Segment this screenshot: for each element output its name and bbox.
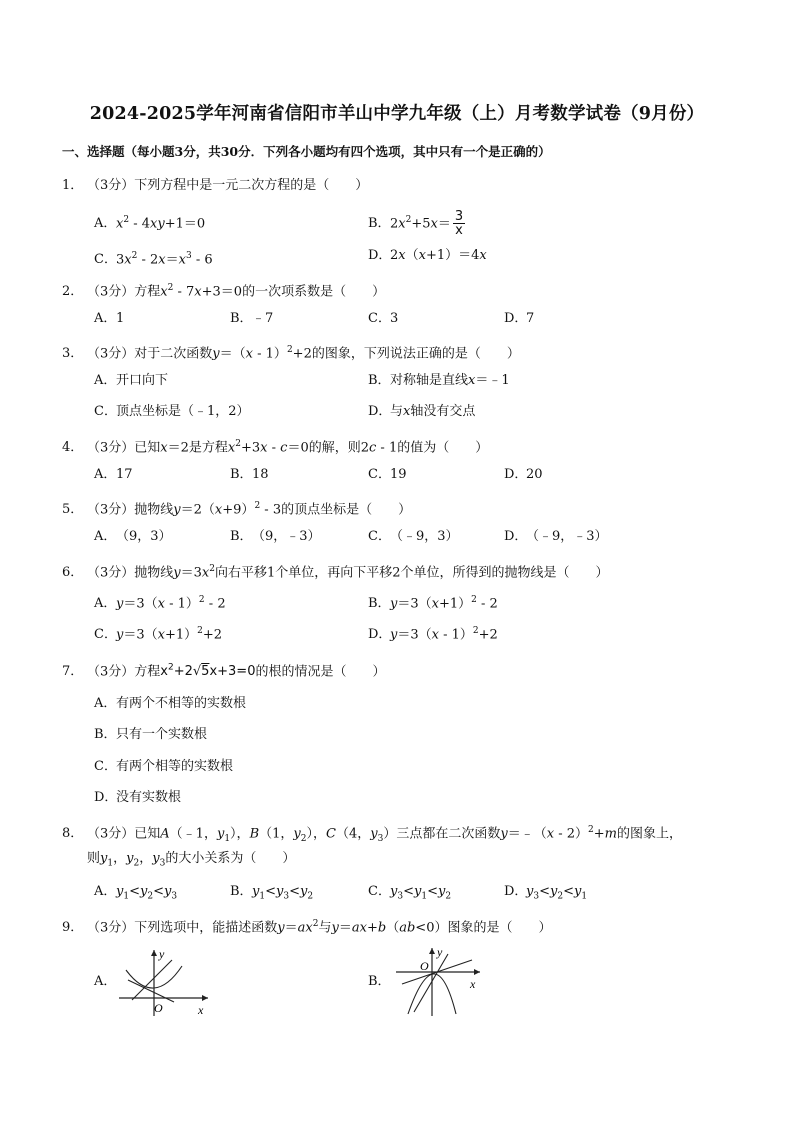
- question-9: 9． （3分）下列选项中，能描述函数$y=ax^2$与y＝ax+b（ab<0）图象的是（ ）: [62, 919, 552, 936]
- origin-label: O: [420, 959, 429, 973]
- option-7c[interactable]: C．有两个相等的实数根: [94, 759, 234, 774]
- question-1: [62, 176, 368, 196]
- page-title: 2024-2025学年河南省信阳市羊山中学九年级（上）月考数学试卷（9月份）: [89, 104, 705, 124]
- option-3c[interactable]: C．顶点坐标是（﹣1，2）: [94, 404, 250, 419]
- option-1a[interactable]: A．$x^2 - 4xy+1=0$: [94, 215, 206, 232]
- axis-label-y: y: [437, 945, 443, 959]
- option-1c[interactable]: C．$3x^2 - 2x=x^3 - 6$: [94, 251, 213, 268]
- option-5c[interactable]: C．（﹣9，3）: [368, 529, 459, 544]
- origin-label: O: [154, 1001, 163, 1015]
- question-2: 2． （3分）方程$x^2 - 7x+3=0$的一次项系数是（ ）: [62, 283, 386, 300]
- option-3d[interactable]: D．与x轴没有交点: [368, 404, 476, 419]
- question-number: 1．: [62, 178, 84, 193]
- option-4a[interactable]: A．17: [94, 467, 133, 482]
- option-3a[interactable]: A．开口向下: [94, 373, 169, 388]
- option-9a-label[interactable]: A．: [94, 974, 117, 989]
- question-7: 7． （3分）方程$x^2+2√5x+3=0$的根的情况是（ ）: [62, 663, 386, 680]
- option-8a[interactable]: A．$y_1<y_2<y_3$: [94, 884, 178, 902]
- axis-label-y: y: [159, 947, 165, 961]
- option-7b[interactable]: B．只有一个实数根: [94, 727, 208, 742]
- option-8d[interactable]: D．$y_3<y_2<y_1$: [504, 884, 588, 902]
- option-4c[interactable]: C．19: [368, 467, 407, 482]
- option-5d[interactable]: D．（﹣9，﹣3）: [504, 529, 608, 544]
- option-6d[interactable]: D．y＝3（x - 1）$^2$+2: [368, 626, 498, 643]
- option-2a[interactable]: A．1: [94, 311, 125, 326]
- question-3: 3． （3分）对于二次函数y＝（x - 1）$^2$+2的图象，下列说法正确的是（ ）: [62, 345, 520, 362]
- option-4d[interactable]: D．20: [504, 467, 543, 482]
- option-6b[interactable]: B．$y=3(x+1)^2 - 2$: [368, 595, 498, 612]
- equation-image: $x^2+2√5x+3=0$: [160, 663, 256, 680]
- axis-label-x: x: [198, 1003, 204, 1017]
- option-8b[interactable]: B．$y_1<y_3<y_2$: [230, 884, 314, 902]
- option-7d[interactable]: D．没有实数根: [94, 790, 182, 805]
- option-9b-label[interactable]: B．: [368, 974, 391, 989]
- question-text: （3分）下列方程中是一元二次方程的是（ ）: [87, 178, 369, 193]
- option-7a[interactable]: A．有两个不相等的实数根: [94, 696, 247, 711]
- option-9a-graph[interactable]: [114, 944, 214, 1018]
- question-4: 4． （3分）已知x＝2是方程$x^2+3x - c=0$的解，则2c - 1的值为（ ）: [62, 439, 489, 456]
- fraction: $\frac{3}{x}$: [454, 209, 464, 239]
- question-6: 6． （3分）抛物线$y=3x^2$向右平移1个单位，再向下平移2个单位，所得到的抛物线是（ ）: [62, 564, 609, 581]
- axis-label-x: x: [470, 977, 476, 991]
- option-2c[interactable]: C．3: [368, 311, 399, 326]
- question-8-continued: 则$y_1$，$y_2$，$y_3$的大小关系为（ ）: [87, 851, 296, 869]
- option-5a[interactable]: A．（9，3）: [94, 529, 172, 544]
- section-heading: 一、选择题（每小题3分，共30分．下列各小题均有四个选项，其中只有一个是正确的）: [62, 144, 551, 159]
- option-1b[interactable]: B．$2x^2+5x=$ $\frac{3}{x}$: [368, 209, 464, 239]
- option-4b[interactable]: B．18: [230, 467, 269, 482]
- question-5: 5． （3分）抛物线$y=2(x+9)^2 - 3$的顶点坐标是（ ）: [62, 501, 412, 518]
- option-3b[interactable]: B．对称轴是直线x＝﹣1: [368, 373, 510, 388]
- option-9b-graph[interactable]: [392, 944, 488, 1018]
- option-6c[interactable]: C．$y=3(x+1)^2+2$: [94, 626, 223, 643]
- option-6a[interactable]: A．y＝3（x - 1）$^2$ - 2: [94, 595, 226, 612]
- option-2b[interactable]: B．﹣7: [230, 311, 274, 326]
- option-2d[interactable]: D．7: [504, 311, 535, 326]
- option-5b[interactable]: B．（9，﹣3）: [230, 529, 321, 544]
- option-1d[interactable]: D．2x（x+1）＝4x: [368, 248, 487, 263]
- question-8: 8． （3分）已知A（﹣1，$y_1$），B（1，$y_2$），C（4，$y_3$）三点都在二次函数y＝﹣（x - 2）$^2$+m的图象上，: [62, 825, 682, 844]
- option-8c[interactable]: C．$y_3<y_1<y_2$: [368, 884, 452, 902]
